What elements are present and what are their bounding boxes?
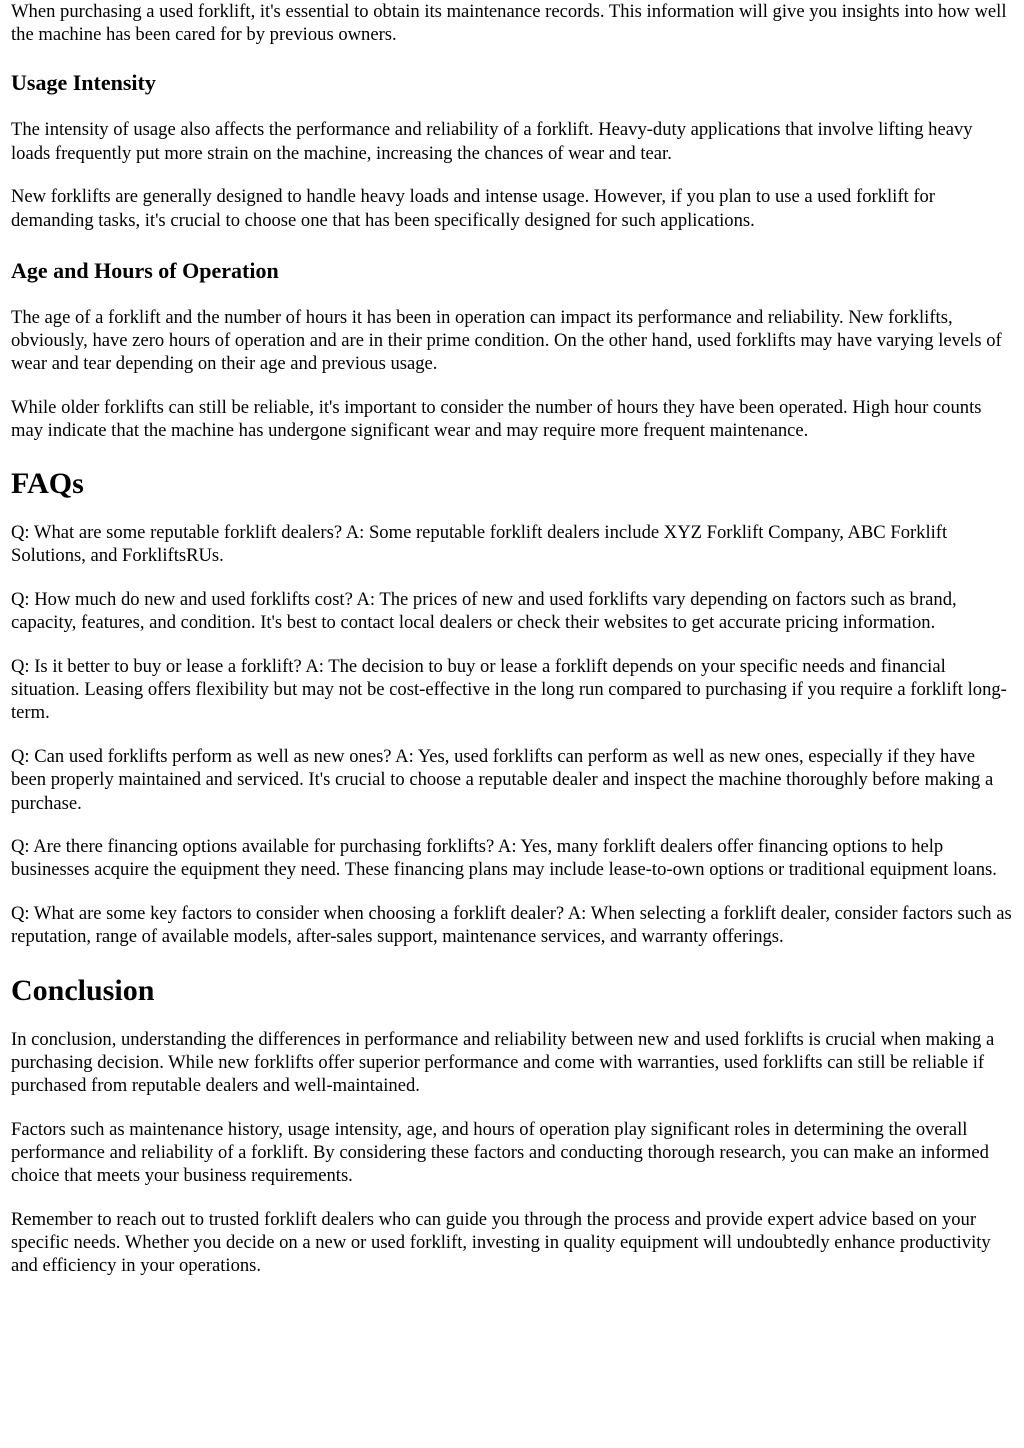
usage-intensity-heading: Usage Intensity — [11, 70, 156, 96]
conclusion-paragraph: Factors such as maintenance history, usage intensity, age, and hours of operation play significant roles in determining the overall performance and reliability of a forklift. By considering these factors and conducting thorough research, you can make an informed choice that meets your business requirements. — [11, 1118, 989, 1187]
conclusion-paragraph: Remember to reach out to trusted forklift dealers who can guide you through the process and provide expert advice based on your specific needs. Whether you decide on a new or used forklift, investing in quality equipment will undoubtedly enhance productivity and efficiency in your operations. — [11, 1208, 991, 1277]
faqs-heading: FAQs — [11, 467, 84, 501]
usage-intensity-section — [11, 70, 1014, 231]
age-paragraph: While older forklifts can still be reliable, it's important to consider the number of hours they have been operated. High hour counts may indicate that the machine has undergone significant wear and may require more frequent maintenance. — [11, 396, 982, 442]
age-hours-section — [11, 258, 1014, 443]
faq-item: Q: Can used forklifts perform as well as new ones? A: Yes, used forklifts can perform as well as new ones, especially if they have been properly maintained and serviced. It's crucial to choose a reputable dealer and inspect the machine thoroughly before making a purchase. — [11, 746, 994, 814]
faq-item: Q: Are there financing options available for purchasing forklifts? A: Yes, many forklift dealers offer financing options to help businesses acquire the equipment they need. These financing plans may include lease-to-own options or traditional equipment loans. — [11, 836, 997, 881]
conclusion-heading: Conclusion — [11, 973, 155, 1007]
conclusion-section — [11, 974, 1014, 1278]
usage-paragraph: The intensity of usage also affects the performance and reliability of a forklift. Heavy-duty applications that involve lifting heavy loads frequently put more strain on the machine, increasing the chances of wear and tear. — [11, 119, 973, 164]
faq-item: Q: What are some reputable forklift dealers? A: Some reputable forklift dealers include XYZ Forklift Company, ABC Forklift Solutions, and ForkliftsRUs. — [11, 522, 948, 567]
age-hours-heading: Age and Hours of Operation — [11, 257, 279, 283]
usage-paragraph: New forklifts are generally designed to handle heavy loads and intense usage. However, if you plan to use a used forklift for demanding tasks, it's crucial to choose one that has been specifically designed for such applications. — [11, 186, 936, 231]
faq-item: Q: Is it better to buy or lease a forklift? A: The decision to buy or lease a forklift depends on your specific needs and financial situation. Leasing offers flexibility but may not be cost-effective in the long run compared to purchasing if you require a forklift long-term. — [11, 656, 1007, 724]
faqs-section — [11, 467, 1014, 948]
age-paragraph: The age of a forklift and the number of hours it has been in operation can impact its performance and reliability. New forklifts, obviously, have zero hours of operation and are in their prime condition. On the other hand, used forklifts may have varying levels of wear and tear depending on their age and previous usage. — [11, 306, 1002, 375]
faq-item: Q: How much do new and used forklifts cost? A: The prices of new and used forklifts vary depending on factors such as brand, capacity, features, and condition. It's best to contact local dealers or check their websites to get accurate pricing information. — [11, 589, 957, 634]
conclusion-paragraph: In conclusion, understanding the differences in performance and reliability between new and used forklifts is crucial when making a purchasing decision. While new forklifts offer superior performance and come with warranties, used forklifts can still be reliable if purchased from reputable dealers and well-maintained. — [11, 1028, 995, 1096]
intro-paragraph: When purchasing a used forklift, it's essential to obtain its maintenance records. This information will give you insights into how well the machine has been cared for by previous owners. — [11, 1, 1007, 46]
faq-item: Q: What are some key factors to consider when choosing a forklift dealer? A: When selecting a forklift dealer, consider factors such as reputation, range of available models, after-sales support, maintenance services, and warranty offerings. — [11, 903, 1012, 948]
